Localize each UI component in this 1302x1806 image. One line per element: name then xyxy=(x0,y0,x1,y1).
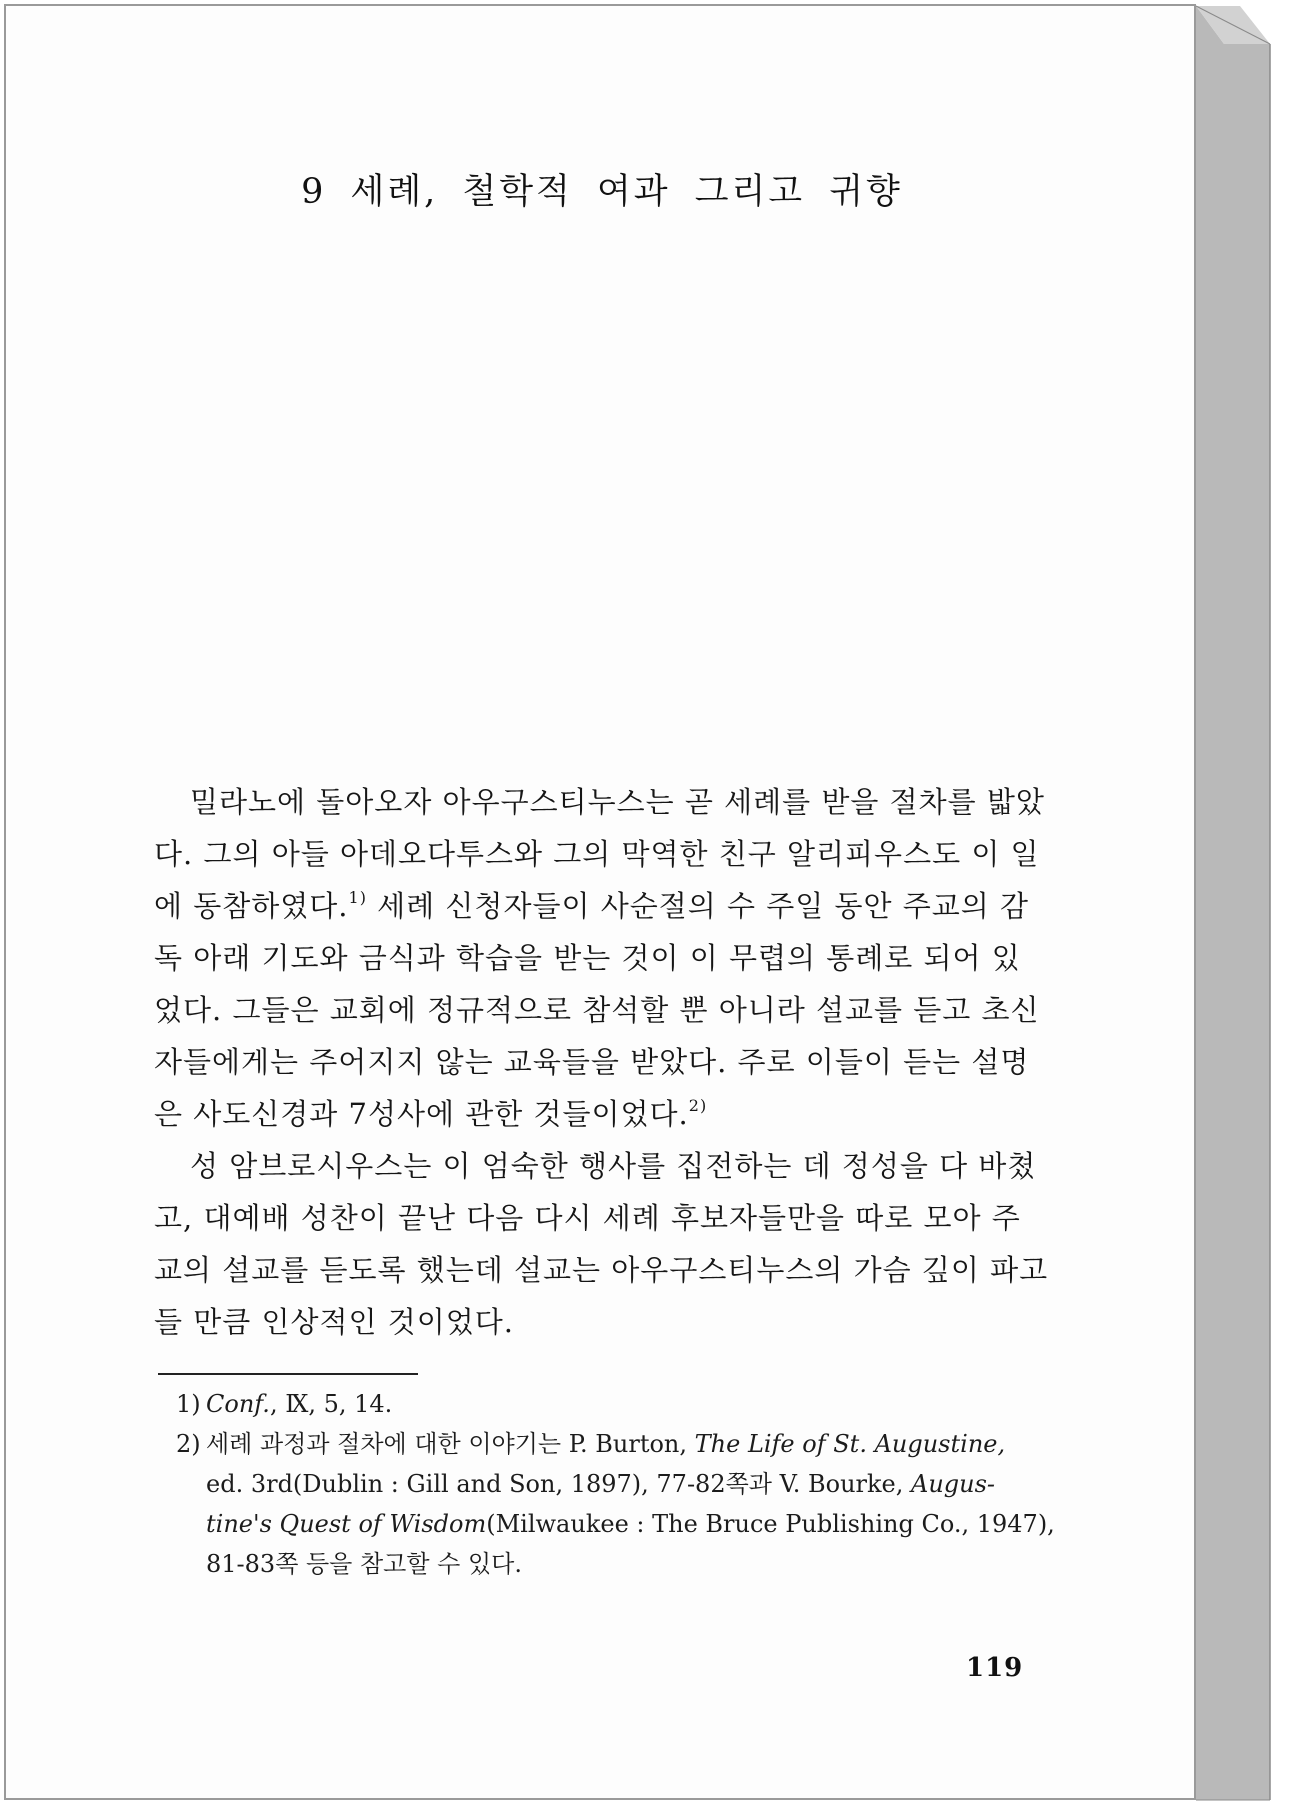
footnote-2 xyxy=(176,1424,1076,1584)
footnote-divider xyxy=(158,1373,418,1375)
text-line: 었다. 그들은 교회에 정규적으로 참석할 뿐 아니라 설교를 듣고 초신 xyxy=(154,993,1040,1027)
footnote-line xyxy=(176,1424,1076,1464)
footnote-1 xyxy=(176,1384,1076,1424)
text-line: 성 암브로시우스는 이 엄숙한 행사를 집전하는 데 정성을 다 바쳤 xyxy=(190,1149,1037,1183)
text-span: 은 사도신경과 7성사에 관한 것들이었다. xyxy=(154,1097,689,1131)
footnote-italic: Conf. xyxy=(206,1390,270,1418)
text-span: 에 동참하였다. xyxy=(154,889,349,923)
text-line: 교의 설교를 듣도록 했는데 설교는 아우구스티누스의 가슴 깊이 파고 xyxy=(154,1253,1049,1287)
footnote-number: 2) xyxy=(176,1430,201,1458)
footnotes xyxy=(176,1384,1076,1584)
text-line xyxy=(154,880,1064,932)
footnote-italic: tine's Quest of Wisdom xyxy=(206,1510,487,1538)
footnote-text: (Milwaukee : The Bruce Publishing Co., 1947), xyxy=(486,1510,1055,1538)
footnote-ref-1: 1) xyxy=(348,888,367,907)
footnote-text: 세례 과정과 절차에 대한 이야기는 P. Burton, xyxy=(206,1430,695,1458)
footnote-line xyxy=(176,1504,1076,1544)
footnote-line xyxy=(176,1464,1076,1504)
text-line xyxy=(154,1088,1064,1140)
text-line: 다. 그의 아들 아데오다투스와 그의 막역한 친구 알리피우스도 이 일 xyxy=(154,837,1040,871)
book-page xyxy=(4,4,1196,1800)
footnote-text: , Ⅸ, 5, 14. xyxy=(269,1390,393,1418)
text-span: 세례 신청자들이 사순절의 수 주일 동안 주교의 감 xyxy=(366,889,1029,923)
text-line: 독 아래 기도와 금식과 학습을 받는 것이 이 무렵의 통례로 되어 있 xyxy=(154,941,1021,975)
paragraph-1 xyxy=(154,776,1064,1140)
footnote-text: ed. 3rd(Dublin : Gill and Son, 1897), 77-82쪽과 V. Bourke, xyxy=(206,1470,911,1498)
text-line: 자들에게는 주어지지 않는 교육들을 받았다. 주로 이들이 듣는 설명 xyxy=(154,1045,1030,1079)
text-line: 들 만큼 인상적인 것이었다. xyxy=(154,1305,515,1339)
footnote-ref-2: 2) xyxy=(688,1096,708,1115)
page-number: 119 xyxy=(966,1653,1024,1683)
paragraph-2 xyxy=(154,1140,1064,1348)
text-line: 고, 대예배 성찬이 끝난 다음 다시 세례 후보자들만을 따로 모아 주 xyxy=(154,1201,1021,1235)
footnote-line xyxy=(176,1384,1076,1424)
footnote-italic: Augus- xyxy=(911,1470,996,1498)
footnote-line: 81-83쪽 등을 참고할 수 있다. xyxy=(206,1550,522,1578)
footnote-number: 1) xyxy=(176,1390,201,1418)
text-line: 밀라노에 돌아오자 아우구스티누스는 곧 세례를 받을 절차를 밟았 xyxy=(190,785,1045,819)
footnote-italic: The Life of St. Augustine, xyxy=(694,1430,1006,1458)
body-text xyxy=(154,776,1064,1348)
chapter-title: 9 세례, 철학적 여과 그리고 귀향 xyxy=(301,172,903,212)
book-side-face xyxy=(1196,6,1270,1800)
